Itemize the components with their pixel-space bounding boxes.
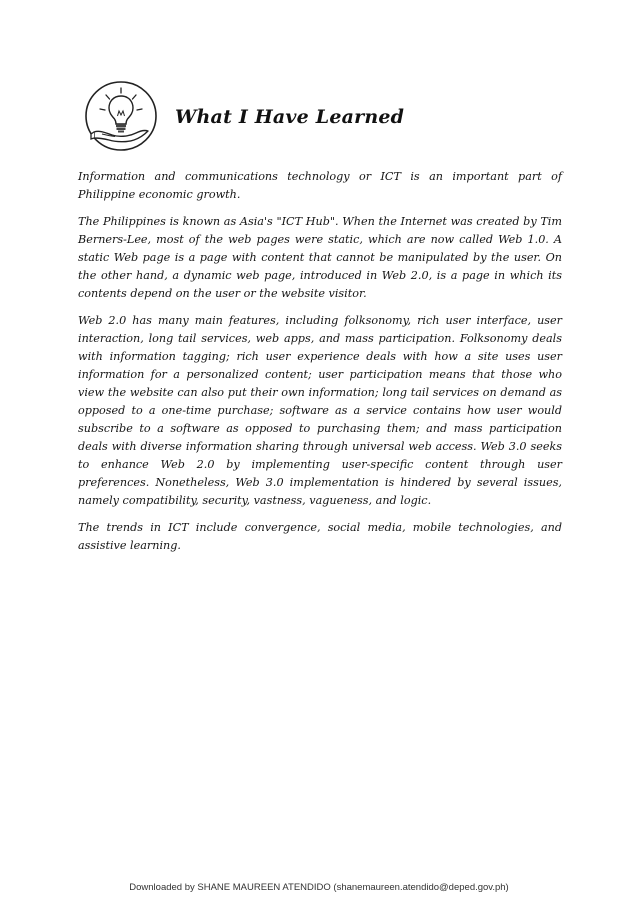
download-footer: Downloaded by SHANE MAUREEN ATENDIDO (shanemaureen.atendido@deped.gov.ph) bbox=[129, 882, 509, 893]
lesson-body bbox=[78, 168, 562, 564]
section-header bbox=[82, 78, 502, 154]
paragraph: Web 2.0 has many main features, including folksonomy, rich user interface, user interaction, long tail services, web apps, and mass participation. Folksonomy deals with information tagging; rich user experience deals with how a site uses user information for a personalized content; user participation means that those who view the website can also put their own information; long tail services on demand as opposed to a one-time purchase; software as a service contains how user would subscribe to a software as opposed to purchasing them; and mass participation deals with diverse information sharing through universal web access. Web 3.0 seeks to enhance Web 2.0 by implementing user-specific content through user preferences. Nonetheless, Web 3.0 implementation is hindered by several issues, namely compatibility, security, vastness, vagueness, and logic. bbox=[78, 314, 562, 507]
page-title: What I Have Learned bbox=[175, 106, 405, 128]
paragraph: The Philippines is known as Asia's "ICT Hub". When the Internet was created by Tim Berners-Lee, most of the web pages were static, which are now called Web 1.0. A static Web page is a page with content that cannot be manipulated by the user. On the other hand, a dynamic web page, introduced in Web 2.0, is a page in which its contents depend on the user or the website visitor. bbox=[78, 215, 562, 300]
lightbulb-in-hand-icon bbox=[82, 78, 160, 154]
paragraph: The trends in ICT include convergence, social media, mobile technologies, and assistive learning. bbox=[78, 521, 562, 552]
paragraph: Information and communications technology or ICT is an important part of Philippine economic growth. bbox=[78, 170, 562, 201]
